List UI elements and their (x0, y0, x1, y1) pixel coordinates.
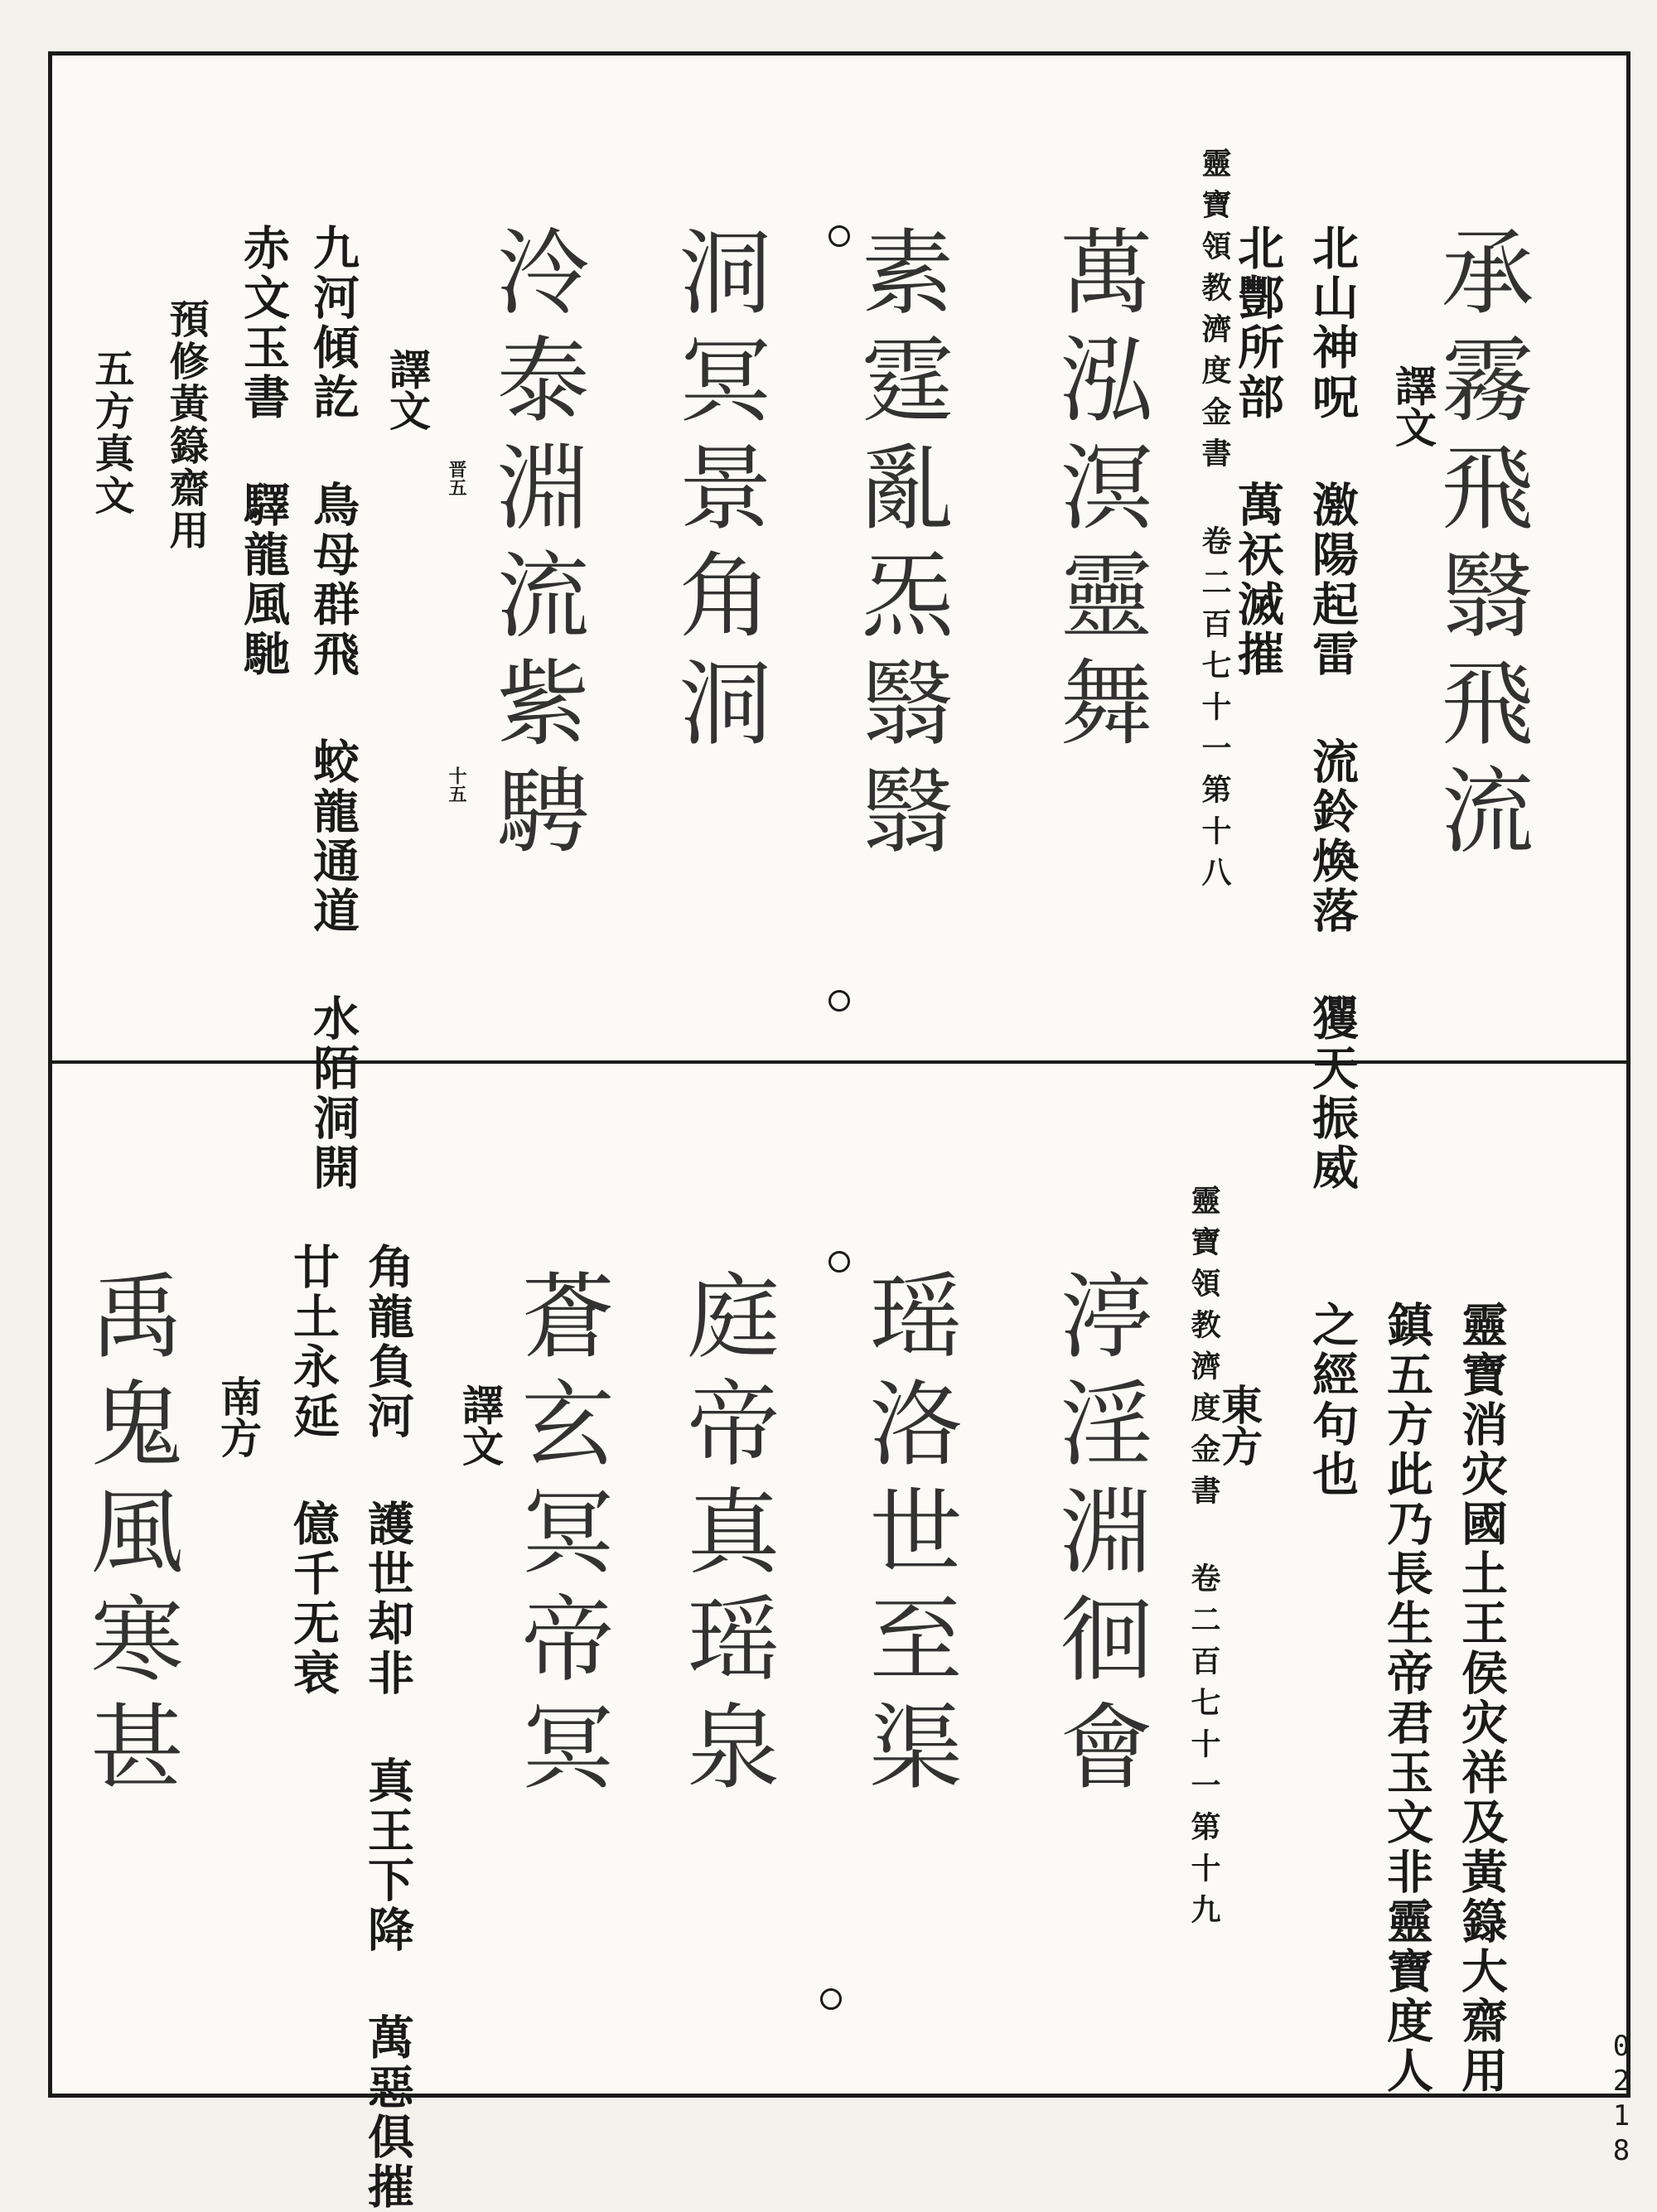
circle-marker (820, 1988, 842, 2010)
top-translation-label-left: 譯文 (383, 348, 432, 431)
bottom-south-seal: 禹鬼風寒甚 (75, 1268, 183, 1806)
bottom-header: 靈寶領教濟度金書 卷二百七十一第十九 (1186, 1185, 1221, 1935)
top-small-note-1: 晋五 (446, 460, 467, 496)
top-left-translation-line-1: 九河傾訖 鳥母群飛 蛟龍通道 水陌洞開 (306, 224, 360, 1193)
top-left-translation-line-2: 赤文玉書 驛龍風馳 (236, 224, 291, 679)
bottom-translation-line-2: 廿土永延 億千无衰 (286, 1243, 341, 1698)
top-seal-column-3: 素霆亂炁翳翳 (846, 224, 954, 870)
bottom-translation-label: 譯文 (456, 1384, 505, 1466)
top-seal-column-4: 洞冥景角洞 (664, 224, 771, 762)
bottom-intro-line-2: 鎮五方此乃長生帝君玉文非靈寶度人 (1379, 1301, 1434, 2096)
top-translation-label-right: 譯文 (1389, 365, 1437, 447)
top-right-translation-line-1: 北山神呪 激陽起雷 流鈴煥落 玃天振威 (1305, 224, 1360, 1193)
circle-marker (828, 1251, 850, 1273)
bottom-east-label: 東方 (1215, 1384, 1263, 1466)
top-seal-column-2: 萬泓溟靈舞 (1045, 224, 1152, 762)
page-number: 0218 (1605, 2030, 1638, 2169)
circle-marker (828, 990, 850, 1012)
circle-marker (828, 225, 850, 247)
bottom-translation-line-1: 角龍負河 護世却非 真王下降 萬惡俱摧 (360, 1243, 415, 2212)
top-seal-column-5: 泠泰淵流紫騁 (481, 224, 589, 870)
bottom-seal-column-3: 庭帝真瑶泉 (672, 1268, 780, 1806)
bottom-seal-column-2: 瑶洛世至渠 (854, 1268, 962, 1806)
bottom-intro-line-1: 靈寶消灾國土王侯灾祥及黃籙大齋用 (1454, 1301, 1509, 2096)
bottom-intro-line-3: 之經句也 (1305, 1301, 1360, 1500)
top-header: 靈寶領教濟度金書 卷二百七十一第十八 (1197, 147, 1232, 898)
bottom-seal-column-4: 蒼玄冥帝冥 (506, 1268, 614, 1806)
bottom-seal-column-1: 渟淫淵徊會 (1045, 1268, 1152, 1806)
top-left-translation-line-4: 五方真文 (88, 348, 134, 517)
page-divider (48, 1060, 1630, 1064)
top-small-note-2: 十五 (446, 766, 467, 803)
bottom-south-label: 南方 (214, 1375, 263, 1458)
top-right-translation-line-2: 北酆所部 萬祆滅摧 (1230, 224, 1285, 679)
top-left-translation-line-3: 預修黃籙齋用 (162, 298, 209, 552)
top-seal-column-1: 承霧飛翳飛流 (1426, 224, 1534, 870)
